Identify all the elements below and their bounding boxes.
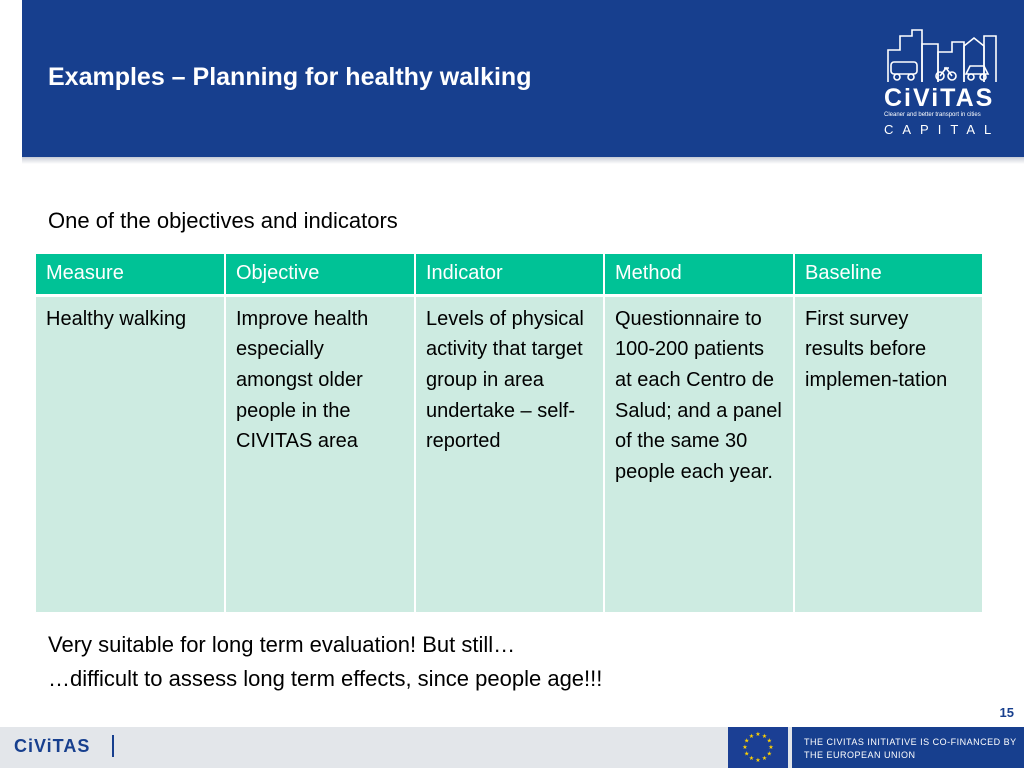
svg-text:★: ★ bbox=[761, 755, 768, 763]
eu-cofinance-strip bbox=[792, 727, 1024, 768]
svg-text:★: ★ bbox=[766, 750, 772, 758]
eu-cofinance-text: THE CIVITAS INITIATIVE IS CO-FINANCED BY THE EUROPEAN UNION bbox=[804, 737, 1017, 760]
header-objective: Objective bbox=[225, 254, 415, 295]
eu-flag-icon bbox=[728, 727, 788, 768]
svg-text:★: ★ bbox=[755, 731, 761, 738]
header-baseline: Baseline bbox=[794, 254, 982, 295]
cell-measure: Healthy walking bbox=[36, 295, 225, 612]
footer-divider bbox=[112, 735, 114, 757]
svg-text:★: ★ bbox=[755, 757, 761, 764]
note-line-2: …difficult to assess long term effects, since people age!!! bbox=[48, 666, 603, 691]
table-row bbox=[36, 295, 982, 612]
slide-subtitle: One of the objectives and indicators bbox=[48, 208, 398, 233]
evaluation-note bbox=[48, 628, 602, 696]
svg-text:★: ★ bbox=[744, 737, 750, 745]
logo-name: CiViTAS bbox=[884, 84, 995, 112]
table-header-row bbox=[36, 254, 982, 295]
header-indicator: Indicator bbox=[415, 254, 604, 295]
slide-footer bbox=[0, 727, 1024, 768]
header-measure: Measure bbox=[36, 254, 225, 295]
slide-title: Examples – Planning for healthy walking bbox=[48, 63, 532, 91]
svg-text:★: ★ bbox=[768, 744, 774, 751]
logo-sub: CAPITAL bbox=[884, 122, 1001, 137]
svg-text:★: ★ bbox=[748, 732, 755, 740]
note-line-1: Very suitable for long term evaluation! But still… bbox=[48, 632, 516, 657]
svg-text:★: ★ bbox=[748, 755, 755, 763]
cell-indicator: Levels of physical activity that target group in area undertake – self-reported bbox=[415, 295, 604, 612]
cell-baseline: First survey results before implemen-tation bbox=[794, 295, 982, 612]
logo-tagline: Cleaner and better transport in cities bbox=[884, 112, 981, 118]
page-number: 15 bbox=[999, 705, 1014, 720]
cell-objective: Improve health especially amongst older people in the CIVITAS area bbox=[225, 295, 415, 612]
city-skyline-icon bbox=[882, 22, 1004, 84]
svg-text:★: ★ bbox=[744, 750, 750, 758]
footer-civitas-logo: CiViTAS bbox=[14, 736, 91, 756]
svg-text:★: ★ bbox=[766, 737, 772, 745]
svg-text:★: ★ bbox=[761, 732, 768, 740]
civitas-capital-logo bbox=[882, 22, 1004, 142]
cell-method: Questionnaire to 100-200 patients at each Centro de Salud; and a panel of the same 30 people each year. bbox=[604, 295, 794, 612]
objectives-table bbox=[36, 254, 982, 612]
svg-text:★: ★ bbox=[742, 744, 748, 751]
header-shadow bbox=[22, 158, 1024, 164]
header-method: Method bbox=[604, 254, 794, 295]
